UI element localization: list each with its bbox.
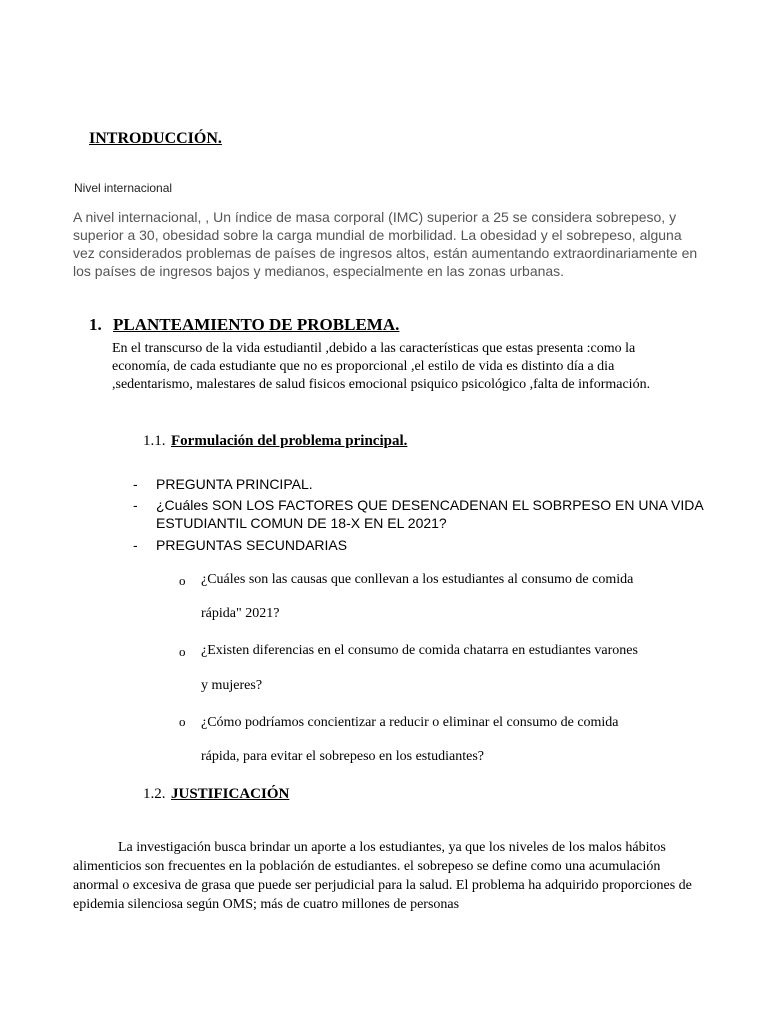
circle-bullet: o xyxy=(179,714,186,729)
question-line-2: rápida, para evitar el sobrepeso en los estudiantes? xyxy=(201,749,485,764)
question-line-1: ¿Cuáles son las causas que conllevan a los estudiantes al consumo de comida xyxy=(201,572,634,587)
subsection-1-1-number: 1.1. xyxy=(143,433,166,449)
section-1-heading: PLANTEAMIENTO DE PROBLEMA. xyxy=(113,315,400,334)
dash-bullet: - xyxy=(133,476,138,492)
justificacion-paragraph: La investigación busca brindar un aporte a los estudiantes, ya que los niveles de los malos hábitos alimenticios son frecuentes en la población de estudiantes. el sobrepeso se define como una acumulación anormal o excesiva de grasa que puede ser perjudicial para la salud. El problema ha adquirido proporciones de epidemia silenciosa según OMS; más de cuatro millones de personas xyxy=(73,840,692,912)
question-line-2: rápida" 2021? xyxy=(201,606,280,621)
subsection-1-1-heading: Formulación del problema principal. xyxy=(171,433,408,449)
subsection-1-2-heading: JUSTIFICACIÓN xyxy=(171,786,290,802)
list-item-text: PREGUNTA PRINCIPAL. xyxy=(156,476,313,492)
intro-heading: INTRODUCCIÓN. xyxy=(89,130,222,147)
circle-bullet: o xyxy=(179,644,186,659)
nivel-internacional-label: Nivel internacional xyxy=(74,181,173,195)
list-item-text: ¿Cuáles SON LOS FACTORES QUE DESENCADENAN EL SOBRPESO EN UNA VIDA ESTUDIANTIL COMUN DE 18-X EN EL 2021? xyxy=(156,497,703,531)
subsection-1-2-number: 1.2. xyxy=(143,786,166,802)
dash-bullet: - xyxy=(133,497,138,513)
question-line-2: y mujeres? xyxy=(201,678,263,693)
question-line-1: ¿Existen diferencias en el consumo de comida chatarra en estudiantes varones xyxy=(201,643,638,658)
list-item-text: PREGUNTAS SECUNDARIAS xyxy=(156,537,348,553)
nivel-internacional-paragraph: A nivel internacional, , Un índice de masa corporal (IMC) superior a 25 se considera sobrepeso, y superior a 30, obesidad sobre la carga mundial de morbilidad. La obesidad y el sobrepeso, alguna vez considerados problemas de países de ingresos altos, están aumentando extraordinariamente en los países de ingresos bajos y medianos, especialmente en las zonas urbanas. xyxy=(73,209,698,279)
list-item xyxy=(133,536,713,554)
circle-bullet: o xyxy=(179,573,186,588)
question-line-1: ¿Cómo podríamos concientizar a reducir o eliminar el consumo de comida xyxy=(201,715,619,730)
list-item xyxy=(133,475,713,493)
list-item xyxy=(133,496,713,532)
planteamiento-paragraph: En el transcurso de la vida estudiantil ,debido a las características que estas presenta :como la economía, de cada estudiante que no es proporcional ,el estilo de vida es distinto día a dia ,sedentarismo, malestares de salud fisicos emocional psiquico psicológico ,falta de información. xyxy=(112,341,651,392)
section-1-number: 1. xyxy=(89,315,102,334)
dash-bullet: - xyxy=(133,537,138,553)
